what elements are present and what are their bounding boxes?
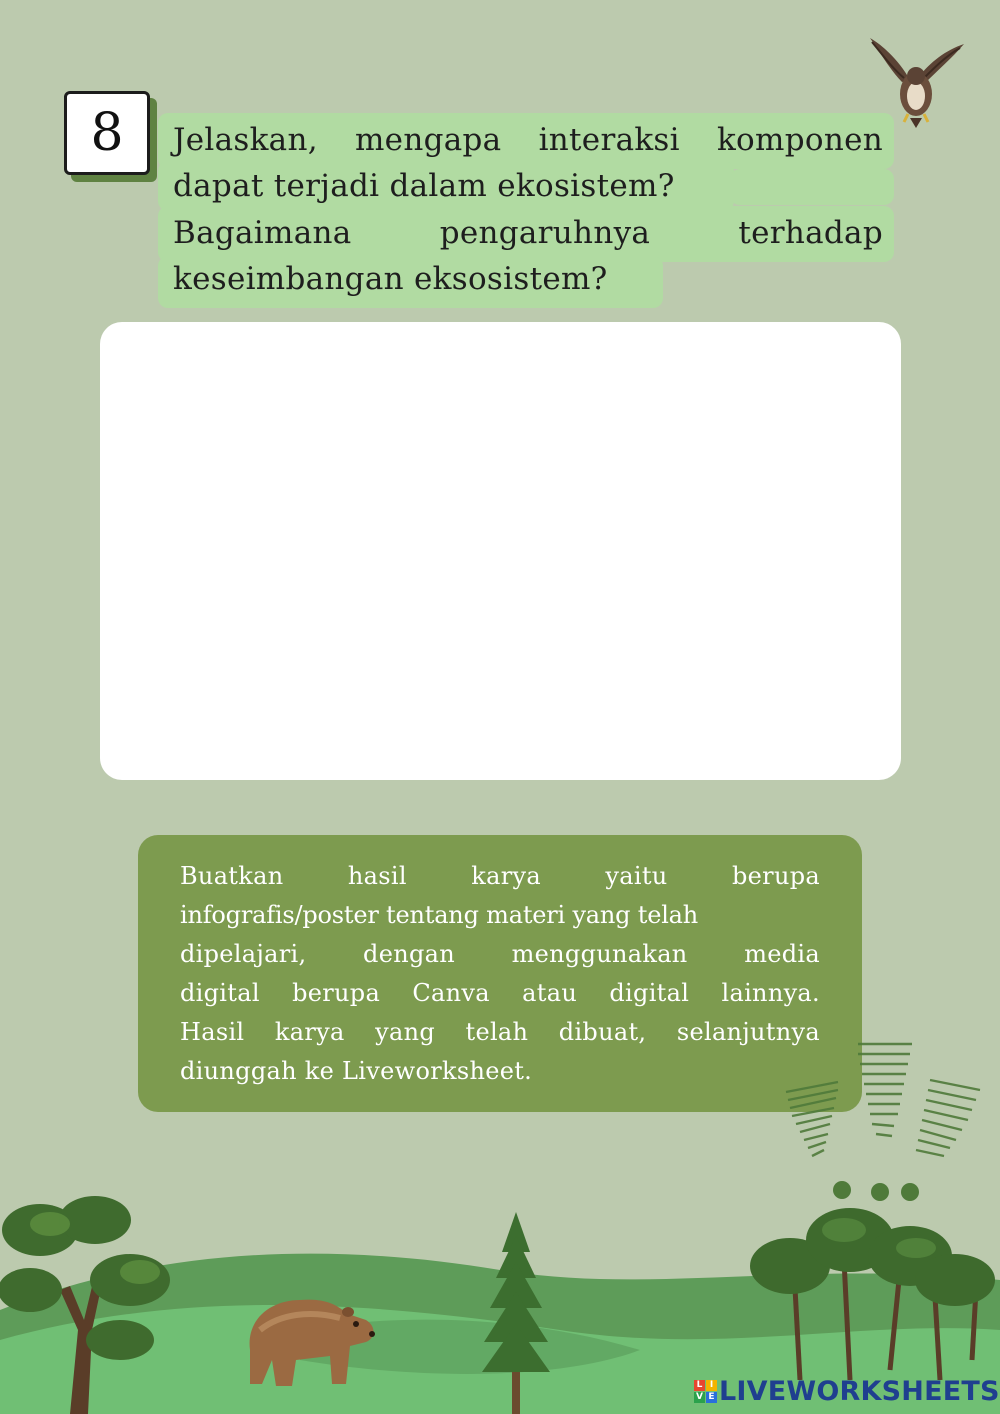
instruction-word: telah bbox=[465, 1018, 529, 1046]
instruction-line-1 bbox=[180, 857, 820, 896]
question-word: komponen bbox=[716, 122, 883, 158]
instruction-word: selanjutnya bbox=[676, 1018, 820, 1046]
question-word: pengaruhnya bbox=[439, 215, 651, 251]
question-line-2: dapat terjadi dalam ekosistem? bbox=[173, 168, 675, 204]
question-line-3 bbox=[173, 210, 883, 256]
left-tree-illustration bbox=[0, 1190, 180, 1414]
question-line-4: keseimbangan eksosistem? bbox=[173, 261, 608, 297]
instruction-word: hasil bbox=[347, 862, 407, 890]
instruction-line-2 bbox=[180, 896, 820, 935]
instruction-word: Buatkan bbox=[180, 862, 284, 890]
instruction-line-4 bbox=[180, 974, 820, 1013]
logo-letter: V bbox=[694, 1392, 705, 1403]
question-word: mengapa bbox=[354, 122, 502, 158]
instruction-text: infografis/poster tentang materi yang telah bbox=[180, 901, 699, 929]
instruction-word: dibuat, bbox=[558, 1018, 647, 1046]
instruction-word: digital bbox=[180, 979, 260, 1007]
instruction-word: karya bbox=[471, 862, 541, 890]
instruction-word: dipelajari, bbox=[180, 940, 307, 968]
logo-text: LIVEWORKSHEETS bbox=[719, 1375, 1000, 1407]
instruction-word: berupa bbox=[292, 979, 381, 1007]
instruction-word: karya bbox=[274, 1018, 345, 1046]
instruction-line-6 bbox=[180, 1052, 820, 1091]
logo-icon bbox=[694, 1380, 717, 1403]
logo-letter: I bbox=[706, 1380, 717, 1391]
question-line-1 bbox=[173, 117, 883, 163]
instruction-word: yaitu bbox=[605, 862, 668, 890]
question-number-badge: 8 bbox=[64, 91, 150, 175]
logo-letter: E bbox=[706, 1392, 717, 1403]
question-word: interaksi bbox=[538, 122, 680, 158]
instruction-word: menggunakan bbox=[511, 940, 688, 968]
instruction-word: Canva bbox=[412, 979, 490, 1007]
question-word: terhadap bbox=[738, 215, 883, 251]
right-trees-illustration bbox=[740, 1200, 1000, 1380]
liveworksheets-logo[interactable] bbox=[694, 1374, 1000, 1408]
instruction-line-3 bbox=[180, 935, 820, 974]
instruction-word: digital bbox=[609, 979, 690, 1007]
instruction-word: dengan bbox=[363, 940, 455, 968]
question-word: Bagaimana bbox=[173, 215, 352, 251]
bear-illustration bbox=[240, 1290, 380, 1390]
logo-letter: L bbox=[694, 1380, 705, 1391]
instruction-word: berupa bbox=[732, 862, 820, 890]
instruction-word: lainnya. bbox=[721, 979, 820, 1007]
instruction-word: atau bbox=[522, 979, 578, 1007]
instruction-word: Hasil bbox=[180, 1018, 245, 1046]
instruction-line-5 bbox=[180, 1013, 820, 1052]
answer-textarea[interactable] bbox=[100, 322, 901, 780]
instruction-word: media bbox=[744, 940, 820, 968]
pine-tree-illustration bbox=[476, 1212, 556, 1414]
question-word: Jelaskan, bbox=[173, 122, 318, 158]
instruction-word: yang bbox=[375, 1018, 435, 1046]
instruction-text: diunggah ke Liveworksheet. bbox=[180, 1057, 533, 1085]
